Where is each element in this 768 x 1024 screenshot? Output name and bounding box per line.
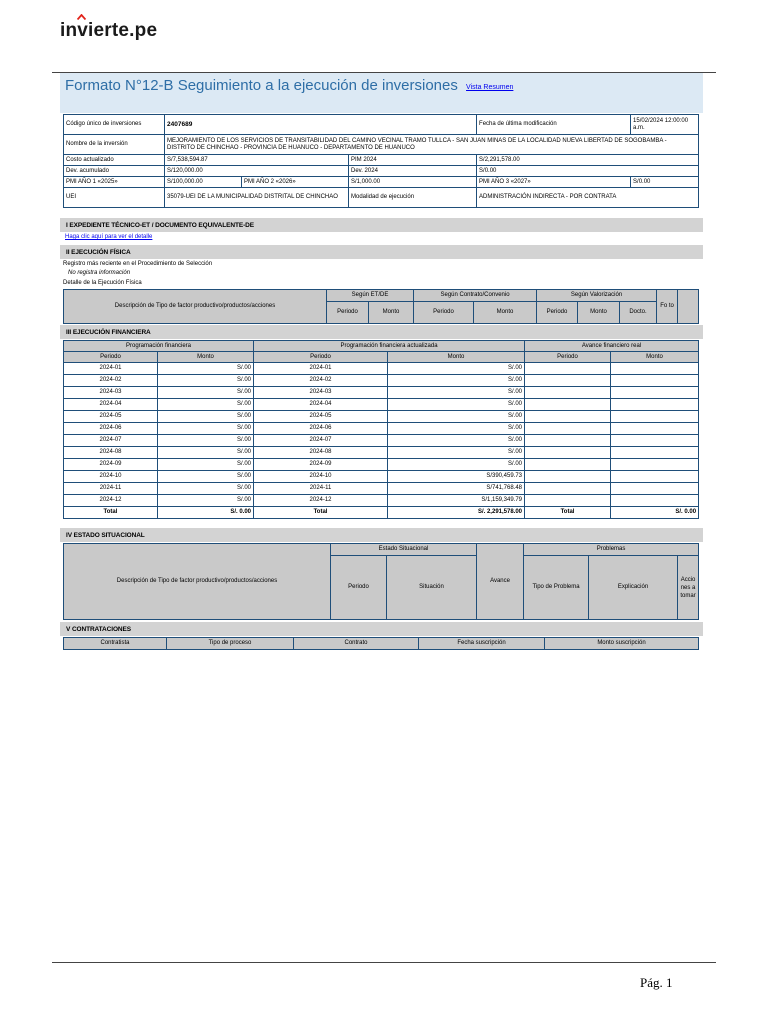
ejecucion-fisica-table: [63, 289, 699, 324]
table-row: [64, 447, 699, 459]
total-prog: S/. 0.00: [158, 507, 254, 519]
section-ejecucion-financiera-header: III EJECUCIÓN FINANCIERA: [60, 325, 703, 339]
prog-monto-cell: S/.00: [158, 399, 254, 411]
prog-act-periodo-cell: 2024-11: [254, 483, 388, 495]
page-title: [65, 77, 513, 94]
vista-resumen-link[interactable]: Vista Resumen: [466, 84, 514, 91]
section-contrataciones-header: V CONTRATACIONES: [60, 622, 703, 636]
page-title-text: Formato N°12-B Seguimiento a la ejecución de inversiones: [65, 77, 458, 94]
foto-header: Fo to: [657, 290, 678, 324]
prog-periodo-cell: 2024-11: [64, 483, 158, 495]
uei-label: UEI: [64, 188, 165, 208]
prog-act-monto-header: Monto: [388, 352, 525, 363]
prog-act-periodo-cell: 2024-10: [254, 471, 388, 483]
tipo-proceso-header: Tipo de proceso: [167, 638, 294, 650]
ejecucion-financiera-table: [63, 340, 699, 519]
avance-monto-cell: [611, 495, 699, 507]
table-row: [64, 363, 699, 375]
prog-act-periodo-cell: 2024-07: [254, 435, 388, 447]
desc-header: Descripción de Tipo de factor productivo/productos/acciones: [64, 290, 327, 324]
avance-periodo-header: Periodo: [525, 352, 611, 363]
avance-periodo-cell: [525, 411, 611, 423]
prog-act-header: Programación financiera actualizada: [254, 341, 525, 352]
acciones-header: Acciones a tomar: [678, 556, 699, 620]
avance-monto-cell: [611, 387, 699, 399]
total-label-3: Total: [525, 507, 611, 519]
avance-periodo-cell: [525, 423, 611, 435]
avance-monto-cell: [611, 435, 699, 447]
prog-periodo-cell: 2024-02: [64, 375, 158, 387]
prog-periodo-cell: 2024-10: [64, 471, 158, 483]
prog-act-monto-cell: S/.00: [388, 375, 525, 387]
costo-value: S/7,538,594.87: [165, 155, 349, 166]
fecha-label: Fecha de última modificación: [477, 115, 631, 135]
prog-periodo-header: Periodo: [64, 352, 158, 363]
page-number: Pág. 1: [640, 975, 673, 990]
contrato-header: Contrato: [294, 638, 419, 650]
table-row: [64, 375, 699, 387]
prog-periodo-cell: 2024-12: [64, 495, 158, 507]
nombre-label: Nombre de la inversión: [64, 135, 165, 155]
prog-periodo-cell: 2024-06: [64, 423, 158, 435]
detalle-link[interactable]: Haga clic aquí para ver el detalle: [65, 234, 153, 240]
avance-periodo-cell: [525, 471, 611, 483]
group-valorizacion-header: Según Valorización: [537, 290, 657, 302]
pmi2-label: PMI AÑO 2 «2026»: [242, 177, 349, 188]
monto-suscripcion-header: Monto suscripción: [545, 638, 699, 650]
dev-label: Dev. 2024: [349, 166, 477, 177]
group-contrato-header: Según Contrato/Convenio: [414, 290, 537, 302]
avance-monto-cell: [611, 459, 699, 471]
total-label-2: Total: [254, 507, 388, 519]
bottom-divider: [52, 962, 716, 963]
no-info-text: No registra información: [68, 270, 131, 276]
prog-periodo-cell: 2024-09: [64, 459, 158, 471]
pmi1-label: PMI AÑO 1 «2025»: [64, 177, 165, 188]
avance-periodo-cell: [525, 387, 611, 399]
prog-act-monto-cell: S/.00: [388, 435, 525, 447]
total-avance: S/. 0.00: [611, 507, 699, 519]
pmi3-label: PMI AÑO 3 «2027»: [477, 177, 631, 188]
et-monto-header: Monto: [369, 302, 414, 324]
fecha-suscripcion-header: Fecha suscripción: [419, 638, 545, 650]
dev-acum-value: S/120,000.00: [165, 166, 349, 177]
prog-act-monto-cell: S/.00: [388, 423, 525, 435]
prog-monto-cell: S/.00: [158, 483, 254, 495]
codigo-label: Código único de inversiones: [64, 115, 165, 135]
avance-periodo-cell: [525, 399, 611, 411]
modalidad-value: ADMINISTRACIÓN INDIRECTA - POR CONTRATA: [477, 188, 699, 208]
prog-act-periodo-cell: 2024-02: [254, 375, 388, 387]
prog-act-periodo-cell: 2024-01: [254, 363, 388, 375]
group-et-header: Según ET/DE: [327, 290, 414, 302]
prog-monto-cell: S/.00: [158, 411, 254, 423]
section-expediente-header: I EXPEDIENTE TÉCNICO-ET / DOCUMENTO EQUIVALENTE-DE: [60, 218, 703, 232]
pmi3-value: S/0.00: [631, 177, 699, 188]
prog-monto-cell: S/.00: [158, 435, 254, 447]
prog-act-periodo-cell: 2024-06: [254, 423, 388, 435]
contrato-monto-header: Monto: [474, 302, 537, 324]
prog-monto-cell: S/.00: [158, 423, 254, 435]
avance-periodo-cell: [525, 495, 611, 507]
table-row: [64, 387, 699, 399]
prog-header: Programación financiera: [64, 341, 254, 352]
prog-periodo-cell: 2024-07: [64, 435, 158, 447]
prog-act-monto-cell: S/.00: [388, 399, 525, 411]
prog-act-monto-cell: S/.00: [388, 411, 525, 423]
table-row: [64, 399, 699, 411]
prog-periodo-cell: 2024-04: [64, 399, 158, 411]
avance-periodo-cell: [525, 363, 611, 375]
dev-acum-label: Dev. acumulado: [64, 166, 165, 177]
prog-monto-cell: S/.00: [158, 375, 254, 387]
codigo-value: 2407689: [165, 115, 477, 135]
prog-act-periodo-cell: 2024-12: [254, 495, 388, 507]
valorizacion-periodo-header: Periodo: [537, 302, 578, 324]
total-label: Total: [64, 507, 158, 519]
explicacion-header: Explicación: [589, 556, 678, 620]
prog-periodo-cell: 2024-05: [64, 411, 158, 423]
prog-monto-cell: S/.00: [158, 447, 254, 459]
table-row: [64, 483, 699, 495]
section-estado-situacional-header: IV ESTADO SITUACIONAL: [60, 528, 703, 542]
estado-group-header: Estado Situacional: [331, 544, 477, 556]
prog-act-monto-cell: S/.00: [388, 447, 525, 459]
costo-label: Costo actualizado: [64, 155, 165, 166]
nombre-value: MEJORAMIENTO DE LOS SERVICIOS DE TRANSITABILIDAD DEL CAMINO VECINAL TRAMO TULLCA - SAN JUAN MINAS DE LA LOCALIDAD NUEVA LIBERTAD DE SOGOBAMBA - DISTRITO DE CHINCHAO - PROVINCIA DE HUANUCO - DEPARTAMENTO DE HUANUCO: [165, 135, 699, 155]
avance-monto-header: Monto: [611, 352, 699, 363]
table-row: [64, 423, 699, 435]
problemas-group-header: Problemas: [524, 544, 699, 556]
contratista-header: Contratista: [64, 638, 167, 650]
avance-monto-cell: [611, 375, 699, 387]
avance-periodo-cell: [525, 483, 611, 495]
modalidad-label: Modalidad de ejecución: [349, 188, 477, 208]
uei-value: 35079-UEI DE LA MUNICIPALIDAD DISTRITAL DE CHINCHAO: [165, 188, 349, 208]
docto-header: Docto.: [620, 302, 657, 324]
table-row: [64, 495, 699, 507]
prog-act-monto-cell: S/741,768.48: [388, 483, 525, 495]
registro-label: Registro más reciente en el Procedimiento de Selección: [63, 261, 213, 267]
prog-monto-header: Monto: [158, 352, 254, 363]
pmi1-value: S/100,000.00: [165, 177, 242, 188]
prog-act-monto-cell: S/390,459.73: [388, 471, 525, 483]
avance-monto-cell: [611, 399, 699, 411]
avance-periodo-cell: [525, 435, 611, 447]
pim-value: S/2,291,578.00: [477, 155, 699, 166]
prog-monto-cell: S/.00: [158, 495, 254, 507]
estado-avance-header: Avance: [477, 544, 524, 620]
prog-act-monto-cell: S/1,159,349.79: [388, 495, 525, 507]
title-band: [60, 73, 703, 113]
avance-periodo-cell: [525, 447, 611, 459]
detalle-ejecucion-label: Detalle de la Ejecución Física: [63, 280, 142, 286]
estado-periodo-header: Periodo: [331, 556, 387, 620]
avance-monto-cell: [611, 423, 699, 435]
prog-monto-cell: S/.00: [158, 387, 254, 399]
avance-monto-cell: [611, 411, 699, 423]
section-ejecucion-fisica-header: II EJECUCIÓN FÍSICA: [60, 245, 703, 259]
dev-value: S/0.00: [477, 166, 699, 177]
prog-act-monto-cell: S/.00: [388, 387, 525, 399]
contrato-periodo-header: Periodo: [414, 302, 474, 324]
avance-periodo-cell: [525, 375, 611, 387]
valorizacion-monto-header: Monto: [578, 302, 620, 324]
prog-act-periodo-cell: 2024-03: [254, 387, 388, 399]
table-row: [64, 411, 699, 423]
tipo-problema-header: Tipo de Problema: [524, 556, 589, 620]
blank-header: [678, 290, 699, 324]
contrataciones-table: [63, 637, 699, 650]
prog-act-monto-cell: S/.00: [388, 363, 525, 375]
investment-info-table: [63, 114, 699, 208]
estado-situacional-table: [63, 543, 699, 620]
prog-monto-cell: S/.00: [158, 471, 254, 483]
table-row: [64, 435, 699, 447]
avance-monto-cell: [611, 447, 699, 459]
table-row: [64, 459, 699, 471]
prog-act-monto-cell: S/.00: [388, 459, 525, 471]
prog-periodo-cell: 2024-03: [64, 387, 158, 399]
avance-monto-cell: [611, 471, 699, 483]
estado-desc-header: Descripción de Tipo de factor productivo/productos/acciones: [64, 544, 331, 620]
table-row: [64, 471, 699, 483]
logo-text: invierte.pe: [60, 20, 158, 41]
avance-monto-cell: [611, 483, 699, 495]
prog-act-periodo-header: Periodo: [254, 352, 388, 363]
avance-header: Avance financiero real: [525, 341, 699, 352]
prog-periodo-cell: 2024-08: [64, 447, 158, 459]
prog-monto-cell: S/.00: [158, 459, 254, 471]
pim-label: PIM 2024: [349, 155, 477, 166]
prog-act-periodo-cell: 2024-09: [254, 459, 388, 471]
pmi2-value: S/1,000.00: [349, 177, 477, 188]
total-prog-act: S/. 2,291,578.00: [388, 507, 525, 519]
prog-monto-cell: S/.00: [158, 363, 254, 375]
fecha-value: 15/02/2024 12:00:00 a.m.: [631, 115, 699, 135]
fin-table-body: [64, 363, 699, 507]
prog-act-periodo-cell: 2024-08: [254, 447, 388, 459]
prog-periodo-cell: 2024-01: [64, 363, 158, 375]
et-periodo-header: Periodo: [327, 302, 369, 324]
prog-act-periodo-cell: 2024-05: [254, 411, 388, 423]
avance-periodo-cell: [525, 459, 611, 471]
avance-monto-cell: [611, 363, 699, 375]
prog-act-periodo-cell: 2024-04: [254, 399, 388, 411]
estado-situacion-header: Situación: [387, 556, 477, 620]
